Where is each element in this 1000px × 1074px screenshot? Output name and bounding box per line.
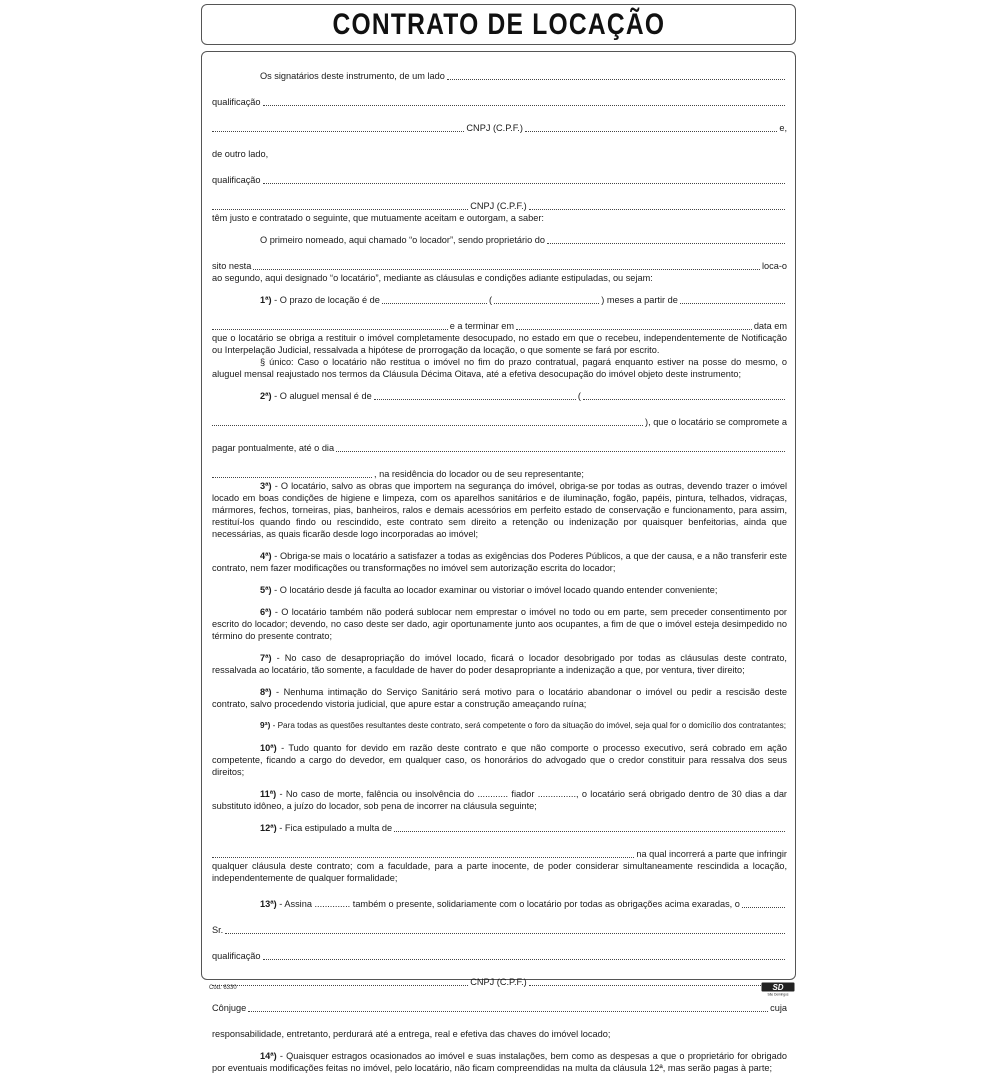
line-conjuge	[212, 1002, 787, 1014]
label: CNPJ (C.P.F.)	[470, 201, 527, 211]
clause-3	[212, 480, 787, 540]
label: e,	[779, 123, 788, 133]
line-qualificacao-1	[212, 96, 787, 108]
line-cnpj-2	[212, 200, 787, 212]
label: - Assina .............. também o presente, solidariamente com o locatário por todas as obrigações acima exaradas, o	[279, 899, 740, 909]
clause-text: - O locatário desde já faculta ao locador examinar ou vistoriar o imóvel locado quando entender conveniente;	[274, 585, 718, 595]
label: - Fica estipulado a multa de	[279, 823, 393, 833]
clause-text: - Nenhuma intimação do Serviço Sanitário será motivo para o locatário abandonar o imóvel ou pedir a rescisão deste contrato, salvo procedendo vistoria judicial, que apure estar a construção ameaçando ruína;	[212, 687, 787, 709]
clause-8	[212, 686, 787, 710]
clause-number: 10ª)	[260, 743, 277, 753]
label: na qual incorrerá a parte que infringir	[636, 849, 787, 859]
clause-10	[212, 742, 787, 778]
label: cuja	[770, 1003, 787, 1013]
label: ) meses a partir de	[601, 295, 678, 305]
line-cnpj-1	[212, 122, 787, 134]
clause-text: - No caso de desapropriação do imóvel locado, ficará o locador desobrigado por todas as cláusulas deste contrato, ressalvada ao locatário, tão somente, a faculdade de haver do poder desapropriante a indenização a que, por ventura, tiver direito;	[212, 653, 787, 675]
clause-12-line-1	[212, 822, 787, 834]
title-box	[201, 4, 796, 45]
clause-number: 3ª)	[260, 481, 272, 491]
clause-11	[212, 788, 787, 812]
clause-text: - O locatário, salvo as obras que importem na segurança do imóvel, obriga-se por todas as outras, devendo trazer o imóvel locado em boas condições de higiene e limpeza, com os aparelhos sanitários e de iluminação, fogão, papéis, pintura, telhados, vidraças, mármores, fechos, torneiras, pias, banheiros, ralos e demais acessórios em perfeito estado de conservação e funcionamento, para assim, restituí-los quando findo ou rescindido, este contrato sem direito a retenção ou indenização por quaisquer benfeitorias, ainda que necessárias, as quais ficarão desde logo incorporadas ao imóvel;	[212, 481, 787, 539]
clause-12-text: qualquer cláusula deste contrato; com a faculdade, para a parte inocente, de poder considerar simultaneamente rescindida a locação, independentemente de qualquer formalidade;	[212, 861, 787, 883]
line-ao-segundo	[212, 272, 787, 284]
label: loca-o	[761, 261, 787, 271]
clause-text: - Obriga-se mais o locatário a satisfazer a todas as exigências dos Poderes Públicos, a que der causa, e a não transferir este contrato, nem fazer modificações ou transformações no imóvel sem autorização escrita do locador;	[212, 551, 787, 573]
label: O primeiro nomeado, aqui chamado “o locador”, sendo proprietário do	[260, 235, 545, 245]
clause-text: - O locatário também não poderá sublocar nem emprestar o imóvel no todo ou em parte, sem preceder consentimento por escrito do locador; devendo, no caso deste ser dado, agir oportunamente junto aos ocupantes, a fim de que o imóvel esteja desimpedido no término do presente contrato;	[212, 607, 787, 641]
line-sr	[212, 924, 787, 936]
label: Os signatários deste instrumento, de um lado	[260, 71, 445, 81]
label: sito nesta	[212, 261, 252, 271]
label: - O aluguel mensal é de	[274, 391, 372, 401]
document-title: CONTRATO DE LOCAÇÃO	[332, 7, 665, 41]
clause-number: 1ª)	[260, 295, 272, 305]
label: (	[577, 391, 581, 401]
svg-text:São Domingos: São Domingos	[767, 992, 789, 997]
line-responsabilidade	[212, 1028, 787, 1040]
label: e a terminar em	[449, 321, 515, 331]
clause-2-line-1	[212, 390, 787, 402]
line-qualificacao-2	[212, 174, 787, 186]
clause-2-line-2	[212, 416, 787, 428]
clause-2-line-3	[212, 442, 787, 454]
clause-number: 11ª)	[260, 789, 277, 799]
clause-number: 6ª)	[260, 607, 272, 617]
clause-13-line-1	[212, 898, 787, 910]
clause-1-text: que o locatário se obriga a restituir o imóvel completamente desocupado, no estado em que o recebeu, independentemente de Notificação ou Interpelação Judicial, ressalvada a hipótese de prorrogação da locação, o que somente se fará por escrito.	[212, 333, 787, 355]
clause-text: - Para todas as questões resultantes deste contrato, será competente o foro da situação do imóvel, seja qual for o domicílio dos contratantes;	[272, 721, 786, 730]
publisher-logo	[761, 982, 795, 996]
label: (	[489, 295, 493, 305]
line-primeiro	[212, 234, 787, 246]
clause-4	[212, 550, 787, 574]
label: qualificação	[212, 97, 261, 107]
clause-9	[212, 720, 787, 732]
line-cnpj-3	[212, 976, 787, 988]
clause-6	[212, 606, 787, 642]
label: responsabilidade, entretanto, perdurará até a entrega, real e efetiva das chaves do imóvel locado;	[212, 1029, 611, 1039]
clause-number: 8ª)	[260, 687, 272, 697]
clause-number: 9ª)	[260, 721, 271, 730]
label: Cônjuge	[212, 1003, 247, 1013]
line-tem-justo	[212, 212, 787, 224]
clause-text: - Tudo quanto for devido em razão deste contrato e que não comporte o processo executivo, será cobrado em ação competente, ficando a cargo do devedor, em qualquer caso, os honorários do advogado que o credor constituir para ressalva dos seus direitos;	[212, 743, 787, 777]
label: pagar pontualmente, até o dia	[212, 443, 335, 453]
clause-text: - Quaisquer estragos ocasionados ao imóvel e suas instalações, bem como as despesas a que o proprietário for obrigado por eventuais modificações feitas no imóvel, pelo locatário, não ficam compreendidas na multa da cláusula 12ª, mas serão pagas à parte;	[212, 1051, 787, 1073]
clause-1-line-2	[212, 320, 787, 332]
clause-text: - No caso de morte, falência ou insolvência do ............ fiador ..............., o locatário será obrigado dentro de 30 dias a dar substituto idôneo, a juízo do locador, sob pena de incorrer na cláusula seguinte;	[212, 789, 787, 811]
label: ), que o locatário se compromete a	[645, 417, 787, 427]
clause-7	[212, 652, 787, 676]
line-qualificacao-3	[212, 950, 787, 962]
clause-number: 2ª)	[260, 391, 272, 401]
clause-number: 13ª)	[260, 899, 277, 909]
clause-number: 14ª)	[260, 1051, 277, 1061]
label: têm justo e contratado o seguinte, que mutuamente aceitam e outorgam, a saber:	[212, 213, 544, 223]
clause-5	[212, 584, 787, 596]
line-sito	[212, 260, 787, 272]
label: , na residência do locador ou de seu representante;	[374, 469, 584, 479]
label: Sr.	[212, 925, 224, 935]
label: de outro lado,	[212, 149, 269, 159]
clause-number: 5ª)	[260, 585, 272, 595]
label: qualificação	[212, 951, 261, 961]
label: ao segundo, aqui designado “o locatário”, mediante as cláusulas e condições adiante estipuladas, ou sejam:	[212, 273, 653, 283]
form-code: Cód. 6330	[209, 985, 237, 991]
clause-1-line-1	[212, 294, 787, 306]
label: - O prazo de locação é de	[274, 295, 380, 305]
clause-12-line-2	[212, 848, 787, 860]
clause-2-line-4	[212, 468, 787, 480]
clause-number: 12ª)	[260, 823, 277, 833]
clause-number: 4ª)	[260, 551, 272, 561]
clause-number: 7ª)	[260, 653, 272, 663]
svg-text:SD: SD	[772, 983, 784, 992]
label: qualificação	[212, 175, 261, 185]
contract-content	[212, 70, 787, 1074]
label: CNPJ (C.P.F.)	[466, 123, 523, 133]
clause-1-paragraph: § único: Caso o locatário não restitua o imóvel no fim do prazo contratual, pagará enquanto estiver na posse do mesmo, o aluguel mensal reajustado nos termos da Cláusula Décima Oitava, até a efetiva desocupação do imóvel objeto deste instrumento;	[212, 357, 787, 379]
line-signatarios	[212, 70, 787, 82]
line-outro-lado	[212, 148, 787, 160]
label: CNPJ (C.P.F.)	[470, 977, 527, 987]
label: data em	[753, 321, 788, 331]
clause-14	[212, 1050, 787, 1074]
